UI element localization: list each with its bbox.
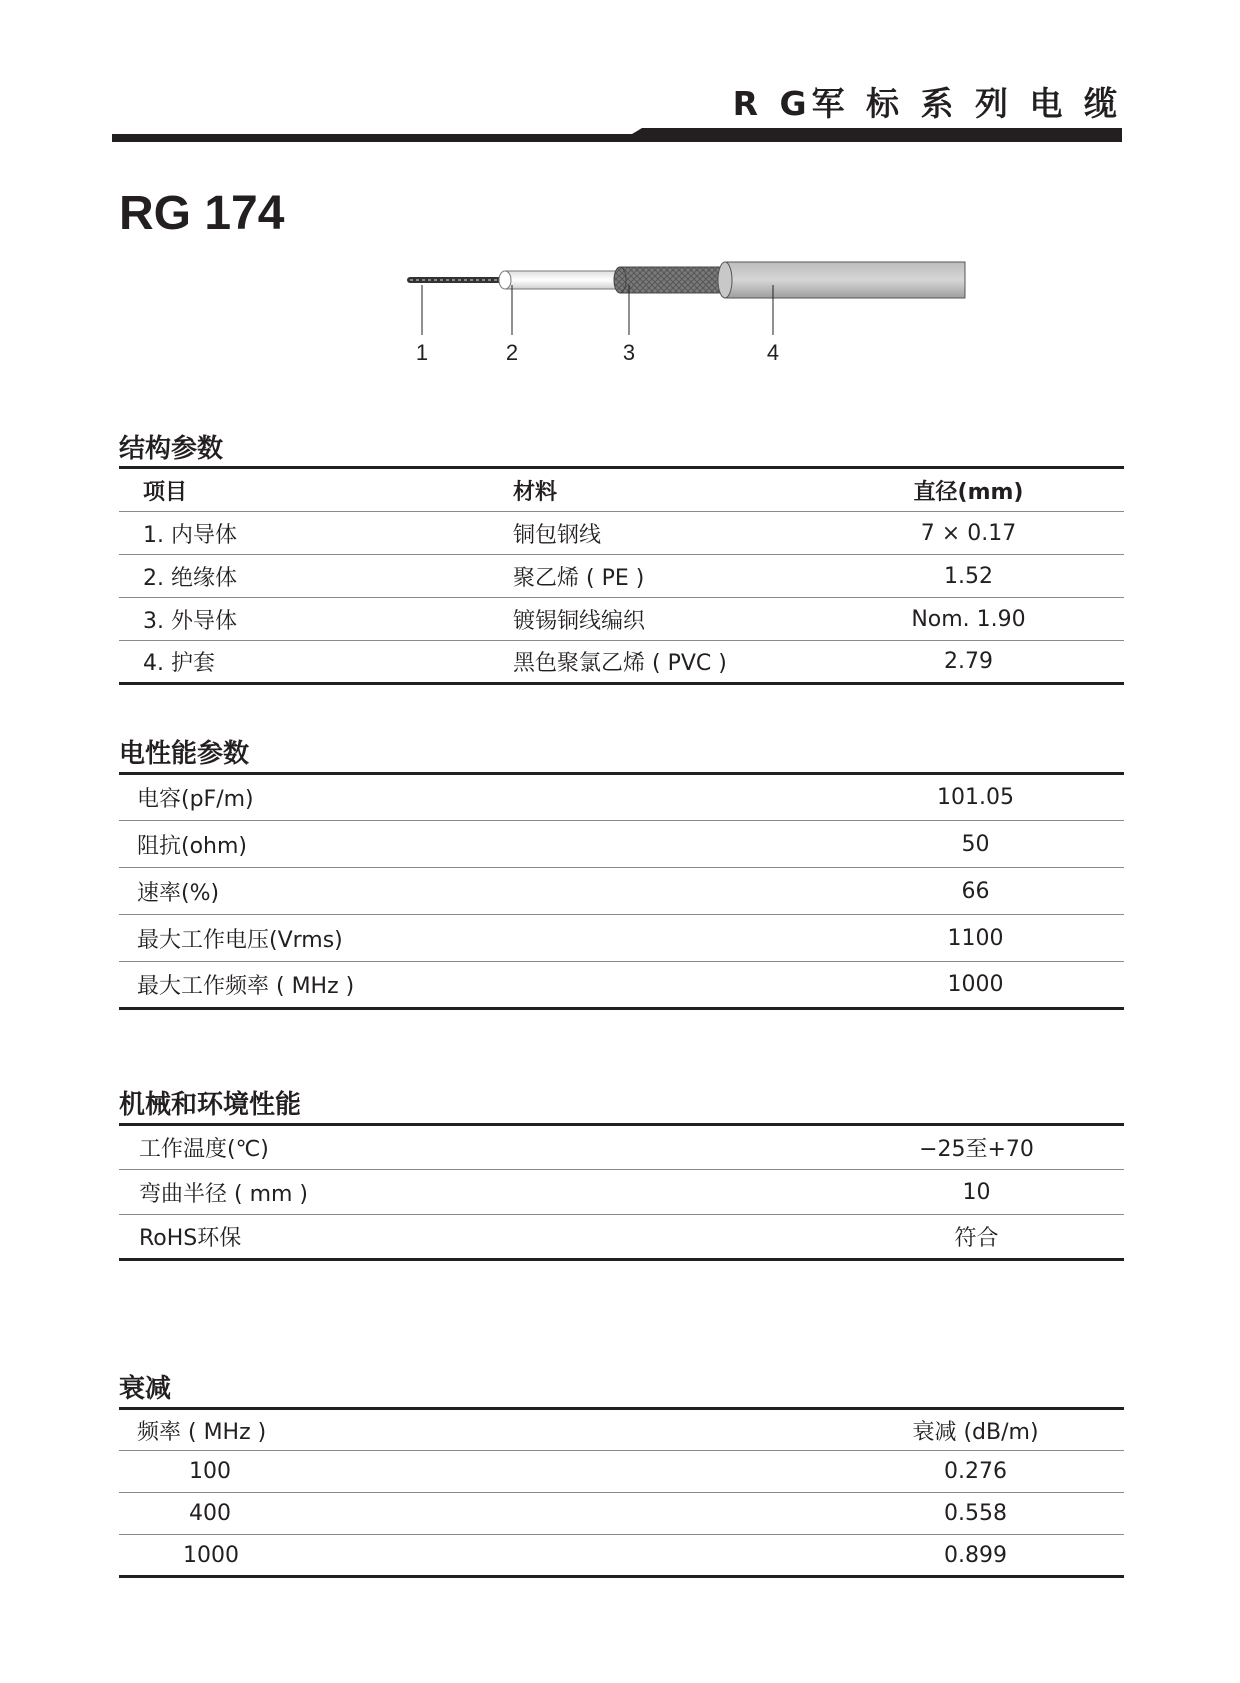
value-cell: 50 xyxy=(827,821,1124,868)
header-rule xyxy=(112,120,1122,142)
table-row xyxy=(119,821,1124,868)
header-diameter: 直径(mm) xyxy=(813,468,1124,512)
attenuation-section-title: 衰减 xyxy=(119,1374,172,1404)
attenuation-table xyxy=(119,1407,1124,1578)
table-row xyxy=(119,1170,1124,1215)
table-row xyxy=(119,1125,1124,1170)
insulation xyxy=(499,271,625,289)
electrical-table xyxy=(119,772,1124,1010)
diagram-label-2: 2 xyxy=(505,340,519,365)
table-row xyxy=(119,915,1124,962)
diameter-cell: 1.52 xyxy=(813,555,1124,598)
jacket xyxy=(718,262,965,298)
attenuation-cell: 0.899 xyxy=(944,1542,1007,1568)
value-cell: 66 xyxy=(827,868,1124,915)
table-row xyxy=(119,1493,1124,1535)
value-cell: 符合 xyxy=(954,1226,999,1251)
param-cell: 最大工作电压(Vrms) xyxy=(119,915,827,962)
value-cell: 101.05 xyxy=(827,774,1124,821)
param-cell: 工作温度(℃) xyxy=(119,1125,829,1170)
param-cell: 弯曲半径 ( mm ) xyxy=(119,1170,829,1215)
frequency-cell: 1000 xyxy=(183,1542,239,1568)
table-header-row xyxy=(119,1409,1124,1451)
table-row xyxy=(119,555,1124,598)
electrical-section-title: 电性能参数 xyxy=(119,739,250,769)
structure-table xyxy=(119,466,1124,685)
value-cell: 1100 xyxy=(827,915,1124,962)
table-row xyxy=(119,641,1124,684)
value-cell: 10 xyxy=(829,1170,1124,1215)
mechanical-table xyxy=(119,1123,1124,1261)
material-cell: 镀锡铜线编织 xyxy=(513,598,813,641)
item-cell: 2. 绝缘体 xyxy=(119,555,513,598)
item-cell: 1. 内导体 xyxy=(119,512,513,555)
model-title: RG 174 xyxy=(119,187,285,240)
value-cell: 1000 xyxy=(947,972,1004,997)
header-frequency: 频率 ( MHz ) xyxy=(119,1409,827,1451)
header-item: 项目 xyxy=(119,468,513,512)
frequency-cell: 100 xyxy=(119,1451,827,1493)
table-row xyxy=(119,868,1124,915)
header-material: 材料 xyxy=(513,468,813,512)
param-cell: RoHS环保 xyxy=(139,1226,242,1251)
material-cell: 聚乙烯 ( PE ) xyxy=(513,555,813,598)
attenuation-cell: 0.276 xyxy=(827,1451,1124,1493)
cable-diagram xyxy=(400,255,1020,405)
param-cell: 速率(%) xyxy=(119,868,827,915)
diameter-cell: 2.79 xyxy=(944,649,993,674)
header-attenuation: 衰减 (dB/m) xyxy=(827,1409,1124,1451)
mechanical-section-title: 机械和环境性能 xyxy=(119,1090,302,1120)
table-row xyxy=(119,1451,1124,1493)
table-row xyxy=(119,598,1124,641)
table-header-row xyxy=(119,468,1124,512)
table-row xyxy=(119,1535,1124,1577)
param-cell: 电容(pF/m) xyxy=(119,774,827,821)
diagram-label-3: 3 xyxy=(622,340,636,365)
header-title: R G军 标 系 列 电 缆 xyxy=(732,84,1122,123)
table-row xyxy=(119,774,1124,821)
diameter-cell: Nom. 1.90 xyxy=(813,598,1124,641)
material-cell: 黑色聚氯乙烯 ( PVC ) xyxy=(513,651,727,676)
material-cell: 铜包钢线 xyxy=(513,512,813,555)
table-row xyxy=(119,962,1124,1009)
param-cell: 最大工作频率 ( MHz ) xyxy=(137,974,355,999)
table-row xyxy=(119,512,1124,555)
param-cell: 阻抗(ohm) xyxy=(119,821,827,868)
diagram-label-4: 4 xyxy=(766,340,780,365)
attenuation-cell: 0.558 xyxy=(827,1493,1124,1535)
diagram-label-1: 1 xyxy=(415,340,429,365)
frequency-cell: 400 xyxy=(119,1493,827,1535)
item-cell: 3. 外导体 xyxy=(119,598,513,641)
item-cell: 4. 护套 xyxy=(143,651,215,676)
diameter-cell: 7 × 0.17 xyxy=(813,512,1124,555)
table-row xyxy=(119,1215,1124,1260)
structure-section-title: 结构参数 xyxy=(119,434,224,464)
value-cell: −25至+70 xyxy=(829,1125,1124,1170)
braid-shield xyxy=(614,267,730,293)
